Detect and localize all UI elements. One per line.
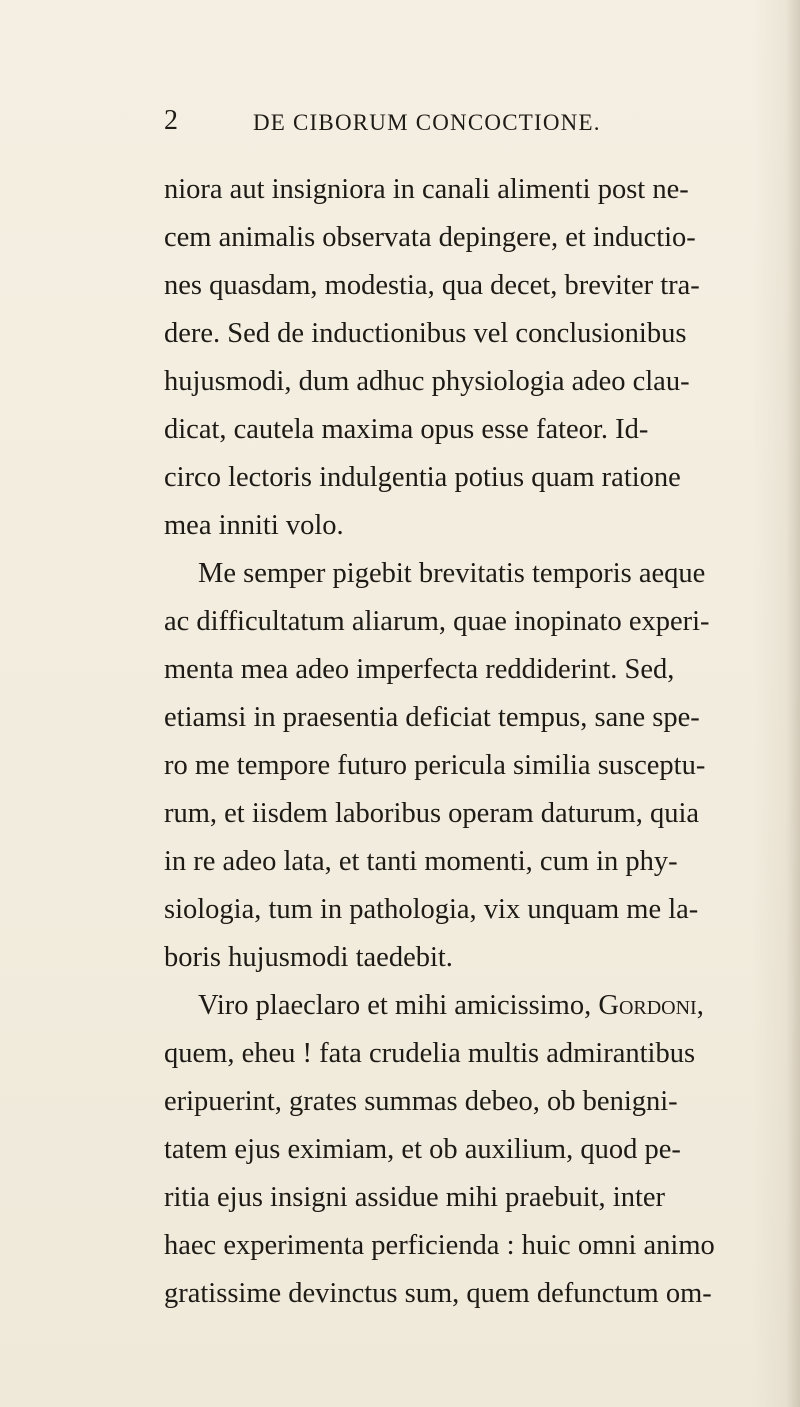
text-line: ac difficultatum aliarum, quae inopinato experi-: [164, 606, 710, 637]
text-line: circo lectoris indulgentia potius quam ratione: [164, 462, 681, 493]
text-line: siologia, tum in pathologia, vix unquam me la-: [164, 894, 699, 925]
paragraph-start-line: Me semper pigebit brevitatis temporis aeque: [198, 558, 706, 589]
text-segment: Viro plaeclaro et mihi amicissimo,: [198, 990, 592, 1021]
text-line: menta mea adeo imperfecta reddiderint. Sed,: [164, 654, 675, 685]
text-line: hujusmodi, dum adhuc physiologia adeo clau-: [164, 366, 690, 397]
text-line: niora aut insigniora in canali alimenti post ne-: [164, 174, 689, 205]
text-line: boris hujusmodi taedebit.: [164, 942, 453, 973]
text-line: nes quasdam, modestia, qua decet, breviter tra-: [164, 270, 700, 301]
text-line: etiamsi in praesentia deficiat tempus, sane spe-: [164, 702, 700, 733]
text-line: quem, eheu ! fata crudelia multis admirantibus: [164, 1038, 696, 1069]
text-line: dicat, cautela maxima opus esse fateor. Id-: [164, 414, 649, 445]
text-line: rum, et iisdem laboribus operam daturum, quia: [164, 798, 700, 829]
text-line: cem animalis observata depingere, et inductio-: [164, 222, 696, 253]
text-segment: ,: [696, 990, 704, 1021]
page-number: 2: [164, 105, 178, 136]
text-line: in re adeo lata, et tanti momenti, cum in phy-: [164, 846, 678, 877]
page-header: [0, 103, 800, 143]
text-line: eripuerint, grates summas debeo, ob benigni-: [164, 1086, 678, 1117]
text-line: gratissime devinctus sum, quem defunctum om-: [164, 1278, 712, 1309]
text-line: ro me tempore futuro pericula similia susceptu-: [164, 750, 706, 781]
text-line: haec experimenta perficienda : huic omni animo: [164, 1230, 715, 1261]
text-line: dere. Sed de inductionibus vel conclusionibus: [164, 318, 687, 349]
page-edge-shadow: [786, 0, 800, 1407]
proper-name-gordoni: Gordoni: [598, 990, 697, 1021]
body-text: [164, 166, 748, 1318]
paragraph-start-line: [164, 982, 748, 1030]
text-line: ritia ejus insigni assidue mihi praebuit, inter: [164, 1182, 666, 1213]
text-line: mea inniti volo.: [164, 510, 344, 541]
running-title: DE CIBORUM CONCOCTIONE.: [253, 110, 601, 135]
text-line: tatem ejus eximiam, et ob auxilium, quod pe-: [164, 1134, 681, 1165]
